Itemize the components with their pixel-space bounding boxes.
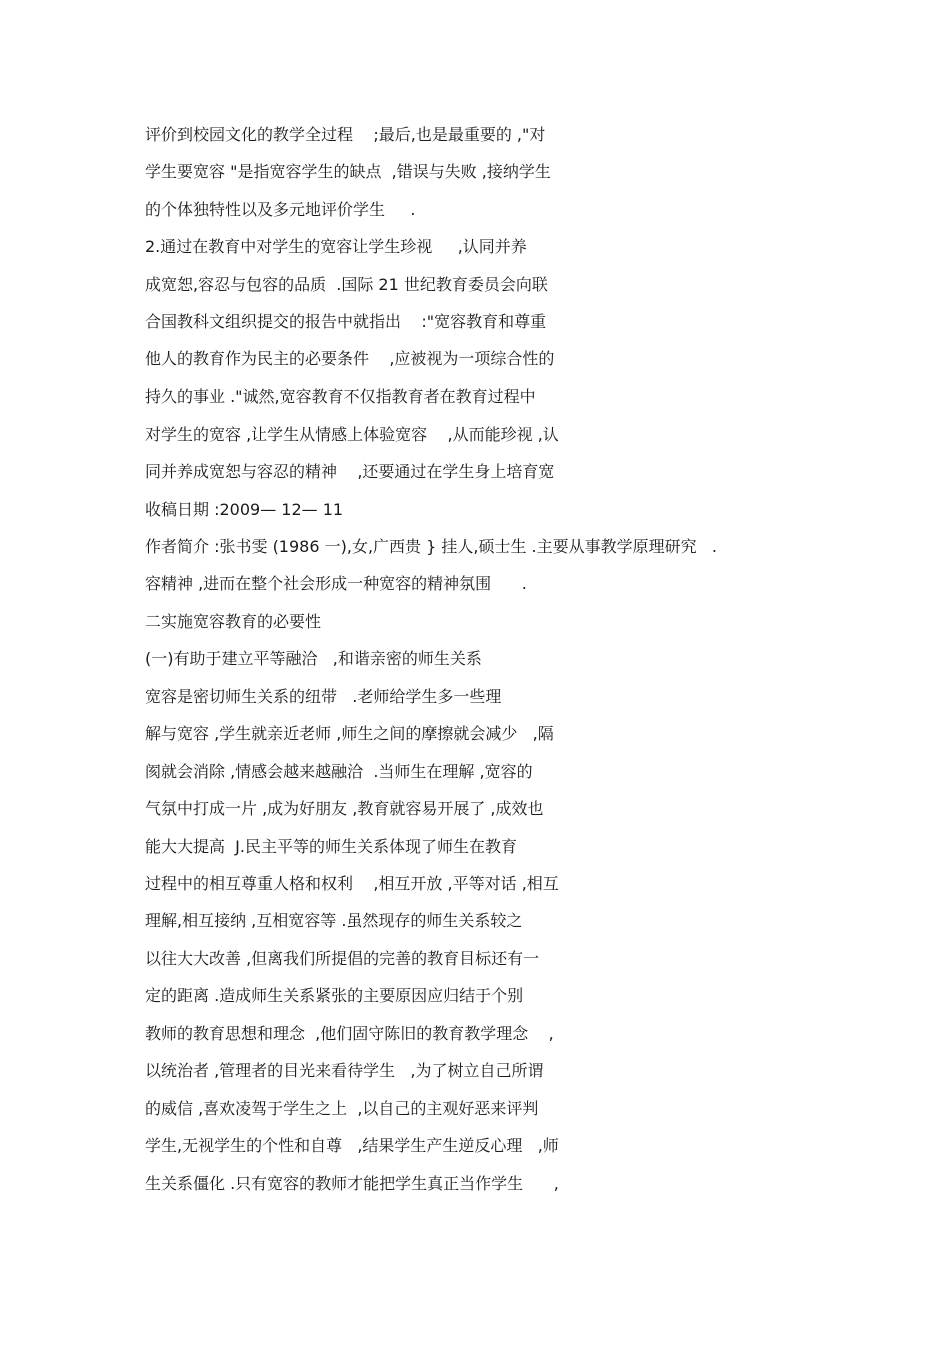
text-line: 合国教科文组织提交的报告中就指出 :"宽容教育和尊重: [145, 312, 547, 331]
text-line: 阂就会消除 ,情感会越来越融洽 .当师生在理解 ,宽容的: [145, 762, 533, 781]
text-line: 2.通过在教育中对学生的宽容让学生珍视 ,认同并养: [145, 237, 527, 256]
text-line: 成宽恕,容忍与包容的品质 .国际 21 世纪教育委员会向联: [145, 275, 548, 294]
text-line: 宽容是密切师生关系的纽带 .老师给学生多一些理: [145, 687, 502, 706]
text-line: 气氛中打成一片 ,成为好朋友 ,教育就容易开展了 ,成效也: [145, 799, 544, 818]
text-line: 学生要宽容 "是指宽容学生的缺点 ,错误与失败 ,接纳学生: [145, 162, 551, 181]
text-line: 能大大提高 J.民主平等的师生关系体现了师生在教育: [145, 837, 517, 856]
text-line: 教师的教育思想和理念 ,他们固守陈旧的教育教学理念 ,: [145, 1024, 554, 1043]
subsection-heading: (一)有助于建立平等融洽 ,和谐亲密的师生关系: [145, 649, 482, 668]
text-line: 对学生的宽容 ,让学生从情感上体验宽容 ,从而能珍视 ,认: [145, 425, 559, 444]
text-line: 解与宽容 ,学生就亲近老师 ,师生之间的摩擦就会减少 ,隔: [145, 724, 554, 743]
text-line: 理解,相互接纳 ,互相宽容等 .虽然现存的师生关系较之: [145, 911, 523, 930]
text-line: 的威信 ,喜欢凌驾于学生之上 ,以自己的主观好恶来评判: [145, 1099, 539, 1118]
text-line: 过程中的相互尊重人格和权利 ,相互开放 ,平等对话 ,相互: [145, 874, 559, 893]
text-line: 以统治者 ,管理者的目光来看待学生 ,为了树立自己所谓: [145, 1061, 544, 1080]
text-line: 生关系僵化 .只有宽容的教师才能把学生真正当作学生 ,: [145, 1174, 559, 1193]
text-line: 容精神 ,进而在整个社会形成一种宽容的精神氛围 .: [145, 574, 527, 593]
text-line: 定的距离 .造成师生关系紧张的主要原因应归结于个别: [145, 986, 524, 1005]
text-line: 评价到校园文化的教学全过程 ;最后,也是最重要的 ,"对: [145, 125, 546, 144]
section-heading: 二实施宽容教育的必要性: [145, 612, 322, 631]
author-bio: 作者简介 :张书雯 (1986 一),女,广西贵 } 挂人,硕士生 .主要从事教学原理研究 .: [145, 537, 717, 556]
text-line: 以往大大改善 ,但离我们所提倡的完善的教育目标还有一: [145, 949, 540, 968]
text-line: 的个体独特性以及多元地评价学生 .: [145, 200, 416, 219]
received-date: 收稿日期 :2009— 12— 11: [145, 500, 344, 519]
text-line: 他人的教育作为民主的必要条件 ,应被视为一项综合性的: [145, 349, 555, 368]
text-line: 学生,无视学生的个性和自尊 ,结果学生产生逆反心理 ,师: [145, 1136, 559, 1155]
text-line: 持久的事业 ."诚然,宽容教育不仅指教育者在教育过程中: [145, 387, 536, 406]
text-line: 同并养成宽恕与容忍的精神 ,还要通过在学生身上培育宽: [145, 462, 555, 481]
